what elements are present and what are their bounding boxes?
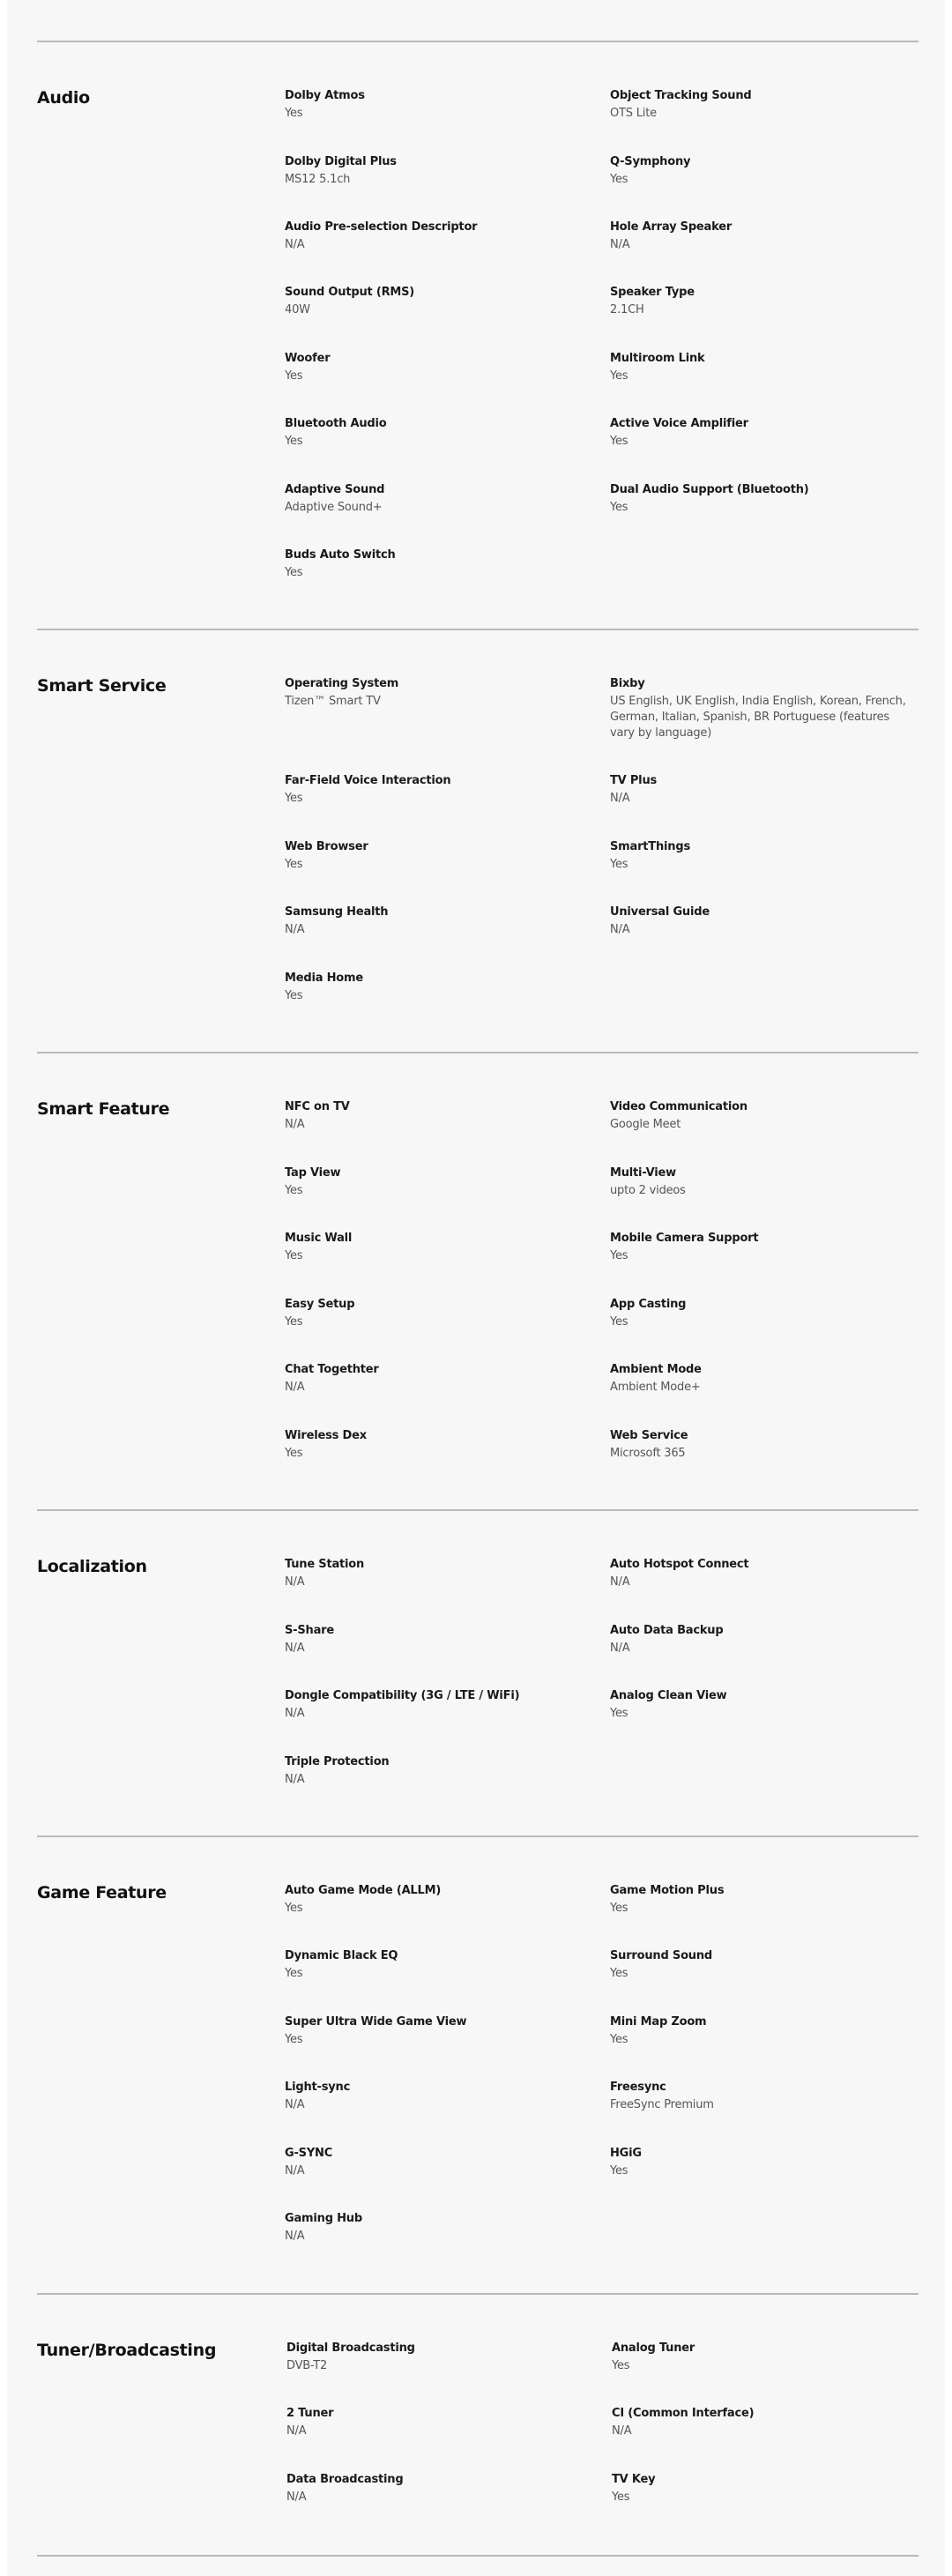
spec-item [610,2080,910,2113]
spec-value: N/A [610,923,630,936]
spec-item [610,416,910,450]
spec-value: Tizen™ Smart TV [285,695,381,708]
spec-label: Audio Pre-selection Descriptor [285,220,478,234]
spec-item [610,839,910,873]
spec-value: Yes [285,858,303,871]
spec-label: Far-Field Voice Interaction [285,774,451,787]
section-title-audio: Audio [37,88,90,108]
spec-label: Gaming Hub [285,2212,362,2225]
spec-value: Yes [285,792,303,805]
spec-value: Yes [610,1707,628,1720]
spec-item [286,2406,586,2439]
spec-value: N/A [610,1642,630,1655]
spec-item [610,1688,910,1722]
spec-value: N/A [612,2424,632,2438]
spec-label: Dual Audio Support (Bluetooth) [610,483,809,496]
spec-label: SmartThings [610,840,690,853]
spec-label: Game Motion Plus [610,1884,725,1897]
section-divider [37,629,919,630]
spec-value: Yes [610,369,628,383]
spec-value: Yes [610,1967,628,1980]
spec-value: N/A [285,1381,305,1394]
spec-label: Bluetooth Audio [285,417,387,430]
spec-value: Yes [285,369,303,383]
spec-value: Yes [285,1315,303,1329]
spec-value: N/A [285,1118,305,1131]
spec-label: Chat Togethter [285,1363,379,1376]
spec-label: NFC on TV [285,1100,350,1113]
spec-label: Dolby Atmos [285,89,365,102]
spec-value: Yes [610,501,628,514]
spec-label: Data Broadcasting [286,2473,404,2486]
spec-item [610,1428,910,1462]
spec-value: N/A [285,2098,305,2111]
spec-item [612,2406,911,2439]
spec-item [610,1165,910,1199]
spec-item [285,88,584,122]
spec-value: Yes [612,2490,630,2504]
spec-item [610,1231,910,1264]
spec-value: Ambient Mode+ [610,1381,701,1394]
spec-value: N/A [285,2230,305,2243]
spec-label: Universal Guide [610,905,710,919]
spec-value: Yes [610,1249,628,1262]
spec-item [285,285,584,318]
spec-label: Digital Broadcasting [286,2341,415,2355]
spec-value: FreeSync Premium [610,2098,714,2111]
spec-label: Dynamic Black EQ [285,1949,398,1962]
section-title-tuner-broadcasting: Tuner/Broadcasting [37,2341,217,2360]
spec-item [285,154,584,188]
spec-label: Woofer [285,352,331,365]
spec-label: Mobile Camera Support [610,1232,759,1245]
section-divider [37,1835,919,1837]
spec-value: N/A [610,1575,630,1589]
spec-item [286,2472,586,2505]
spec-item [610,220,910,253]
spec-item [285,676,584,710]
spec-item [285,971,584,1004]
spec-label: Auto Hotspot Connect [610,1558,749,1571]
spec-item [610,351,910,384]
spec-value: Yes [285,1249,303,1262]
spec-item [285,416,584,450]
section-title-smart-feature: Smart Feature [37,1099,170,1119]
spec-item [610,2146,910,2179]
spec-value: N/A [285,2164,305,2178]
spec-item [610,285,910,318]
spec-label: Buds Auto Switch [285,548,396,562]
section-divider [37,2555,919,2557]
spec-item [610,1948,910,1982]
spec-label: TV Plus [610,774,658,787]
spec-label: Mini Map Zoom [610,2015,707,2029]
spec-label: Dolby Digital Plus [285,155,397,168]
spec-label: Wireless Dex [285,1429,367,1442]
spec-value: N/A [610,792,630,805]
spec-label: Analog Clean View [610,1689,727,1702]
spec-item [285,1557,584,1590]
spec-value: Yes [610,1902,628,1915]
spec-value: Yes [285,107,303,120]
spec-item [286,2341,586,2374]
spec-item [285,1165,584,1199]
spec-item [610,482,910,516]
section-divider [37,2293,919,2295]
section-divider [37,1052,919,1053]
spec-value: Microsoft 365 [610,1447,686,1460]
spec-label: Super Ultra Wide Game View [285,2015,467,2029]
spec-label: Video Communication [610,1100,747,1113]
spec-item [285,1948,584,1982]
spec-item [285,2211,584,2245]
spec-item [610,905,910,938]
spec-item [285,2014,584,2048]
spec-value: Yes [610,2033,628,2046]
spec-value: N/A [285,1773,305,1786]
section-title-smart-service: Smart Service [37,676,167,696]
spec-label: Easy Setup [285,1298,355,1311]
spec-item [610,1883,910,1917]
spec-label: Multiroom Link [610,352,705,365]
spec-label: Music Wall [285,1232,353,1245]
page-edge-right [945,0,952,2576]
spec-value: Yes [285,1902,303,1915]
spec-label: Hole Array Speaker [610,220,733,234]
spec-label: Active Voice Amplifier [610,417,748,430]
spec-label: App Casting [610,1298,687,1311]
spec-value: Yes [285,989,303,1002]
spec-value: Yes [610,173,628,186]
spec-label: Media Home [285,972,363,985]
spec-value: N/A [285,923,305,936]
spec-item [610,773,910,807]
spec-item [610,676,910,741]
section-divider [37,1509,919,1511]
spec-value: Yes [610,435,628,448]
spec-value: N/A [285,1575,305,1589]
spec-item [285,220,584,253]
spec-label: G-SYNC [285,2147,333,2160]
spec-label: Sound Output (RMS) [285,286,415,299]
section-title-game-feature: Game Feature [37,1883,167,1902]
spec-value: Yes [610,1315,628,1329]
spec-value: Yes [610,858,628,871]
spec-value: 2.1CH [610,303,644,316]
spec-item [285,1883,584,1917]
spec-label: Auto Game Mode (ALLM) [285,1884,442,1897]
spec-label: Ambient Mode [610,1363,702,1376]
spec-item [285,351,584,384]
spec-value: Adaptive Sound+ [285,501,383,514]
spec-label: Analog Tuner [612,2341,695,2355]
spec-label: Q-Symphony [610,155,691,168]
spec-item [610,1557,910,1590]
spec-item [610,1099,910,1133]
section-divider [37,41,919,42]
spec-label: Samsung Health [285,905,389,919]
page-edge-left [0,0,7,2576]
spec-item [285,773,584,807]
spec-item [285,1754,584,1788]
spec-label: Bixby [610,677,645,690]
spec-item [285,1099,584,1133]
spec-item [285,482,584,516]
spec-value: N/A [286,2490,307,2504]
spec-label: 2 Tuner [286,2407,334,2420]
spec-value: upto 2 videos [610,1184,686,1197]
spec-item [285,2080,584,2113]
spec-label: S-Share [285,1624,334,1637]
spec-value: Yes [285,1184,303,1197]
spec-item [610,1362,910,1396]
spec-label: Freesync [610,2081,666,2094]
spec-item [610,1623,910,1657]
spec-label: Auto Data Backup [610,1624,724,1637]
spec-label: Triple Protection [285,1755,390,1768]
spec-value: US English, UK English, India English, Korean, French, German, Italian, Spanish, BR Portuguese (features vary by language) [610,695,906,740]
spec-value: Yes [610,2164,628,2178]
spec-value: Yes [285,435,303,448]
spec-label: Light-sync [285,2081,351,2094]
spec-item [285,1688,584,1722]
section-title-localization: Localization [37,1557,147,1576]
spec-value: N/A [285,238,305,251]
spec-item [285,839,584,873]
spec-item [610,1297,910,1330]
spec-label: HGiG [610,2147,642,2160]
spec-item [285,1297,584,1330]
spec-item [285,1623,584,1657]
spec-value: N/A [610,238,630,251]
spec-value: MS12 5.1ch [285,173,351,186]
spec-item [285,547,584,581]
spec-item [285,905,584,938]
spec-label: Tap View [285,1166,341,1180]
spec-label: TV Key [612,2473,656,2486]
spec-value: 40W [285,303,310,316]
spec-value: Google Meet [610,1118,681,1131]
spec-label: Dongle Compatibility (3G / LTE / WiFi) [285,1689,520,1702]
spec-item [610,2014,910,2048]
spec-value: Yes [285,2033,303,2046]
spec-item [610,88,910,122]
spec-item [285,2146,584,2179]
spec-label: Adaptive Sound [285,483,385,496]
spec-value: N/A [285,1642,305,1655]
spec-label: Operating System [285,677,399,690]
spec-label: Web Service [610,1429,688,1442]
spec-value: N/A [285,1707,305,1720]
spec-label: Tune Station [285,1558,365,1571]
spec-label: Speaker Type [610,286,695,299]
spec-item [610,154,910,188]
spec-label: Web Browser [285,840,368,853]
spec-value: DVB-T2 [286,2359,328,2372]
spec-item [285,1362,584,1396]
spec-value: Yes [285,1447,303,1460]
spec-label: Surround Sound [610,1949,713,1962]
spec-value: OTS Lite [610,107,657,120]
spec-label: Object Tracking Sound [610,89,752,102]
spec-label: Multi-View [610,1166,676,1180]
spec-item [285,1428,584,1462]
spec-item [285,1231,584,1264]
spec-value: Yes [285,566,303,579]
spec-value: Yes [612,2359,630,2372]
spec-item [612,2472,911,2505]
spec-item [612,2341,911,2374]
spec-value: N/A [286,2424,307,2438]
spec-label: CI (Common Interface) [612,2407,755,2420]
spec-value: Yes [285,1967,303,1980]
